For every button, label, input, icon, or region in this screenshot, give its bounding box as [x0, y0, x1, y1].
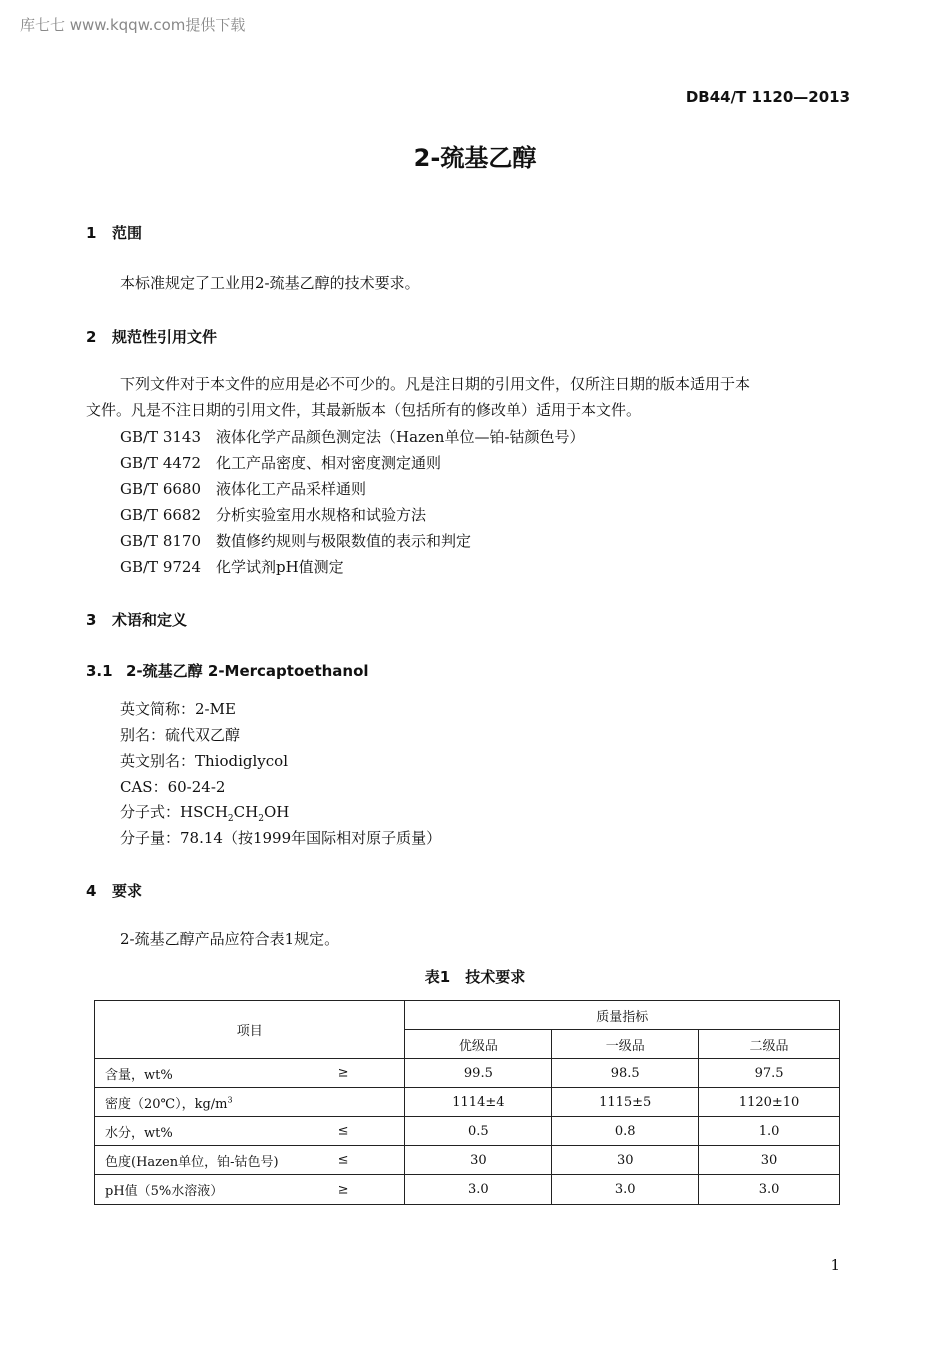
header-grade: 二级品: [699, 1030, 840, 1059]
row-item: [95, 1088, 405, 1117]
reference-code: GB/T 9724: [120, 558, 202, 576]
cas-number: CAS：60-24-2: [120, 778, 226, 796]
cell-value: 1114±4: [405, 1088, 552, 1117]
table-header-row: [95, 1001, 840, 1030]
section-title: 2-巯基乙醇 2-Mercaptoethanol: [126, 662, 369, 680]
section-1-heading: [86, 222, 142, 243]
section-title: 规范性引用文件: [112, 328, 218, 346]
cell-value: 99.5: [405, 1059, 552, 1088]
technical-requirements-table: [94, 1000, 840, 1205]
header-grade: 优级品: [405, 1030, 552, 1059]
section-1-text: 本标准规定了工业用2-巯基乙醇的技术要求。: [120, 274, 420, 292]
reference-code: GB/T 8170: [120, 532, 202, 550]
comparison-operator: ≤: [337, 1152, 349, 1168]
section-number: 3: [86, 611, 97, 629]
cell-value: 98.5: [552, 1059, 699, 1088]
section-number: 3.1: [86, 662, 113, 680]
row-item: [95, 1175, 405, 1205]
reference-title: 液体化工产品采样通则: [216, 480, 367, 498]
molecular-formula: [120, 801, 289, 824]
cell-value: 3.0: [552, 1175, 699, 1205]
cell-value: 30: [552, 1146, 699, 1175]
comparison-operator: ≥: [337, 1065, 349, 1081]
section-title: 要求: [112, 882, 143, 900]
reference-code: GB/T 6680: [120, 480, 202, 498]
reference-item: [120, 478, 366, 499]
reference-item: [120, 530, 471, 551]
reference-title: 液体化学产品颜色测定法（Hazen单位—铂-钴颜色号）: [216, 428, 585, 446]
unit-superscript: 3: [227, 1095, 233, 1105]
section-title: 术语和定义: [112, 611, 188, 629]
formula-part: CH: [233, 803, 259, 821]
row-item: [95, 1146, 405, 1175]
cell-value: 3.0: [405, 1175, 552, 1205]
reference-code: GB/T 6682: [120, 506, 202, 524]
reference-title: 化学试剂pH值测定: [216, 558, 344, 576]
table-row: [95, 1146, 840, 1175]
english-abbreviation: 英文简称：2-ME: [120, 700, 236, 718]
header-grade: 一级品: [552, 1030, 699, 1059]
section-2-heading: [86, 326, 217, 347]
formula-subscript: 2: [227, 814, 234, 824]
cell-value: 30: [405, 1146, 552, 1175]
section-title: 范围: [112, 224, 143, 242]
cell-value: 97.5: [699, 1059, 840, 1088]
item-label: 密度（20℃），kg/m: [105, 1096, 228, 1112]
reference-title: 数值修约规则与极限数值的表示和判定: [216, 532, 472, 550]
document-number: DB44/T 1120—2013: [685, 88, 850, 106]
table-row: [95, 1175, 840, 1205]
section-4-heading: [86, 880, 142, 901]
row-item: [95, 1117, 405, 1146]
section-2-intro-line-2: 文件。凡是不注日期的引用文件，其最新版本（包括所有的修改单）适用于本文件。: [86, 401, 642, 419]
section-number: 1: [86, 224, 97, 242]
molecular-weight: 分子量：78.14（按1999年国际相对原子质量）: [120, 829, 442, 847]
section-number: 2: [86, 328, 97, 346]
header-item: 项目: [95, 1001, 405, 1059]
reference-item: [120, 556, 344, 577]
row-item: [95, 1059, 405, 1088]
section-3-heading: [86, 609, 187, 630]
reference-title: 化工产品密度、相对密度测定通则: [216, 454, 442, 472]
section-3-1-heading: [86, 660, 369, 681]
table-caption: 表1 技术要求: [424, 968, 526, 986]
item-label: pH值（5%水溶液）: [105, 1184, 224, 1199]
formula-subscript: 2: [258, 814, 264, 824]
item-label: 水分，wt%: [105, 1125, 173, 1141]
cell-value: 0.5: [405, 1117, 552, 1146]
table-row: [95, 1088, 840, 1117]
item-label: 含量，wt%: [105, 1067, 173, 1083]
table-row: [95, 1117, 840, 1146]
section-number: 4: [86, 882, 97, 900]
table-row: [95, 1059, 840, 1088]
document-title: 2-巯基乙醇: [413, 144, 537, 172]
formula-part: 分子式：HSCH: [120, 803, 228, 821]
reference-item: [120, 504, 426, 525]
header-quality: 质量指标: [405, 1001, 840, 1030]
cell-value: 30: [699, 1146, 840, 1175]
cell-value: 1.0: [699, 1117, 840, 1146]
cell-value: 1115±5: [552, 1088, 699, 1117]
cell-value: 1120±10: [699, 1088, 840, 1117]
comparison-operator: ≤: [337, 1123, 349, 1139]
reference-title: 分析实验室用水规格和试验方法: [216, 506, 427, 524]
comparison-operator: ≥: [337, 1182, 349, 1197]
item-label: 色度(Hazen单位，铂-钴色号): [105, 1154, 279, 1170]
reference-item: [120, 452, 441, 473]
reference-code: GB/T 4472: [120, 454, 202, 472]
section-2-intro-line-1: 下列文件对于本文件的应用是必不可少的。凡是注日期的引用文件，仅所注日期的版本适用于本: [120, 375, 751, 393]
cell-value: 0.8: [552, 1117, 699, 1146]
reference-item: [120, 426, 585, 447]
reference-code: GB/T 3143: [120, 428, 202, 446]
formula-part: OH: [263, 803, 290, 821]
section-4-text: 2-巯基乙醇产品应符合表1规定。: [120, 930, 340, 948]
page-number: 1: [830, 1256, 840, 1274]
cell-value: 3.0: [699, 1175, 840, 1205]
alias: 别名：硫代双乙醇: [120, 726, 241, 744]
english-alias: 英文别名：Thiodiglycol: [120, 752, 288, 770]
watermark-text: 库七七 www.kqqw.com提供下载: [20, 16, 246, 34]
